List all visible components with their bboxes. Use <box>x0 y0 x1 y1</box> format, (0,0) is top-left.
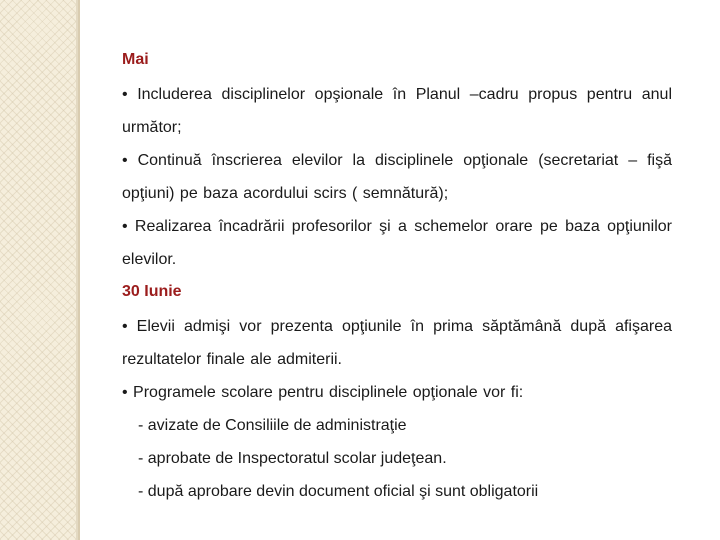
sub-item: - aprobate de Inspectoratul scolar judeţean. <box>138 450 447 467</box>
bullet-item: • Continuă înscrierea elevilor la disciplinele opţionale (secretariat – fişă opţiuni) pe baza acordului scirs ( semnătură); <box>122 152 672 202</box>
sub-item: - avizate de Consiliile de administraţie <box>138 417 407 434</box>
section-heading-30-iunie: 30 Iunie <box>122 283 182 300</box>
bullet-item: • Elevii admişi vor prezenta opţiunile în prima săptămână după afişarea rezultatelor finale ale admiterii. <box>122 318 672 368</box>
bullet-item: • Includerea disciplinelor opşionale în Planul –cadru propus pentru anul următor; <box>122 86 672 136</box>
decorative-side-strip <box>0 0 78 540</box>
bullet-item: • Realizarea încadrării profesorilor şi a schemelor orare pe baza opţiunilor elevilor. <box>122 218 672 268</box>
bullet-item: • Programele scolare pentru disciplinele opţionale vor fi: <box>122 384 524 401</box>
decorative-divider <box>78 0 80 540</box>
section-heading-mai: Mai <box>122 51 149 68</box>
slide-content <box>122 44 672 508</box>
sub-item: - după aprobare devin document oficial şi sunt obligatorii <box>138 483 539 500</box>
